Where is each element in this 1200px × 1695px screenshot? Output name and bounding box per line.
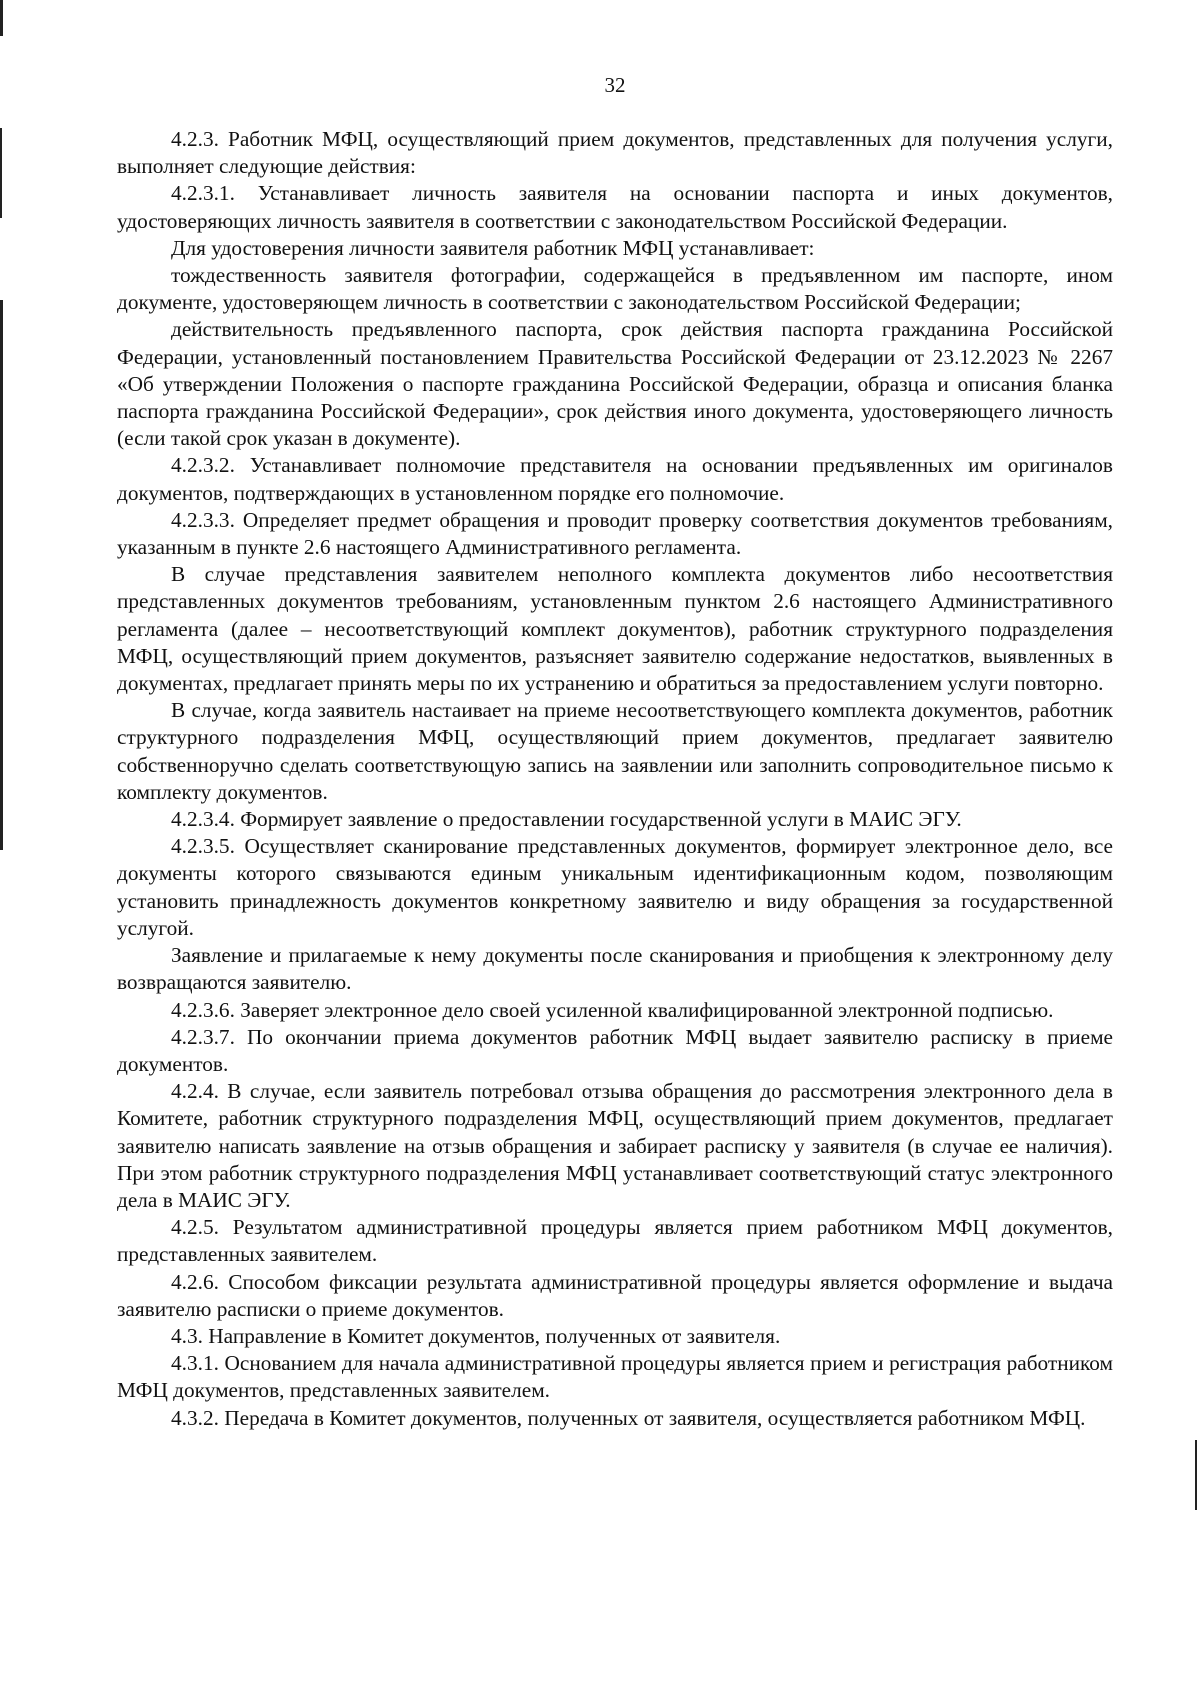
paragraph-4-2-3-6: 4.2.3.6. Заверяет электронное дело своей усиленной квалифицированной электронной подписью.: [171, 997, 1054, 1022]
paragraph-4-3-2: 4.3.2. Передача в Комитет документов, полученных от заявителя, осуществляется работником МФЦ.: [171, 1405, 1086, 1430]
paragraph-4-2-3: 4.2.3. Работник МФЦ, осуществляющий прием документов, представленных для получения услуги, выполняет следующие действия:: [117, 127, 1113, 179]
paragraph-4-2-3-5: 4.2.3.5. Осуществляет сканирование представленных документов, формирует электронное дело, все документы которого связываются единым уникальным идентификационным кодом, позволяющим установить принадлежность документов конкретному заявителю и виду обращения за государственной услугой.: [117, 834, 1113, 940]
paragraph-4-2-3-4: 4.2.3.4. Формирует заявление о предоставлении государственной услуги в МАИС ЭГУ.: [171, 807, 962, 832]
paragraph-incomplete-set: В случае представления заявителем неполного комплекта документов либо несоответствия представленных документов требованиям, установленным пунктом 2.6 настоящего Административного регламента (далее – несоответствующий комплект документов), работник структурного подразделения МФЦ, осуществляющий прием документов, разъясняет заявителю содержание недостатков, выявленных в документах, предлагает принять меры по их устранению и обратиться за предоставлением услуги повторно.: [117, 562, 1113, 696]
paragraph-4-2-5: 4.2.5. Результатом административной процедуры является прием работником МФЦ документов, представленных заявителем.: [117, 1215, 1113, 1267]
paragraph-documents-returned: Заявление и прилагаемые к нему документы после сканирования и приобщения к электронному делу возвращаются заявителю.: [117, 943, 1113, 995]
paragraph-4-3: 4.3. Направление в Комитет документов, полученных от заявителя.: [171, 1323, 781, 1348]
paragraph-photo-identity: тождественность заявителя фотографии, содержащейся в предъявленном им паспорте, ином документе, удостоверяющем личность в соответствии с законодательством Российской Федерации;: [117, 263, 1113, 315]
scan-edge-mark-right: [1195, 1440, 1197, 1510]
paragraph-passport-validity: действительность предъявленного паспорта, срок действия паспорта гражданина Российской Федерации, установленный постановлением Правительства Российской Федерации от 23.12.2023 № 2267 «Об утверждении Положения о паспорте гражданина Российской Федерации, образца и описания бланка паспорта гражданина Российской Федерации», срок действия иного документа, удостоверяющего личность (если такой срок указан в документе).: [117, 317, 1113, 451]
scan-edge-mark-middle: [0, 128, 2, 218]
scan-edge-mark-lower: [0, 300, 3, 850]
paragraph-4-2-4: 4.2.4. В случае, если заявитель потребовал отзыва обращения до рассмотрения электронного дела в Комитете, работник структурного подразделения МФЦ, осуществляющий прием документов, предлагает заявителю написать заявление на отзыв обращения и забирает расписку у заявителя (в случае ее наличия). При этом работник структурного подразделения МФЦ устанавливает соответствующий статус электронного дела в МАИС ЭГУ.: [117, 1079, 1113, 1212]
paragraph-4-2-3-1: 4.2.3.1. Устанавливает личность заявителя на основании паспорта и иных документов, удостоверяющих личность заявителя в соответствии с законодательством Российской Федерации.: [117, 181, 1113, 233]
page-number: 32: [604, 73, 626, 97]
paragraph-identity-intro: Для удостоверения личности заявителя работник МФЦ устанавливает:: [171, 235, 815, 260]
paragraph-4-2-3-3: 4.2.3.3. Определяет предмет обращения и проводит проверку соответствия документов требованиям, указанным в пункте 2.6 настоящего Административного регламента.: [117, 507, 1113, 560]
paragraph-4-2-3-2: 4.2.3.2. Устанавливает полномочие представителя на основании предъявленных им оригиналов документов, подтверждающих в установленном порядке его полномочие.: [117, 453, 1113, 505]
paragraph-4-2-3-7: 4.2.3.7. По окончании приема документов работник МФЦ выдает заявителю расписку в приеме документов.: [117, 1024, 1113, 1076]
document-body: [117, 126, 1113, 1432]
paragraph-4-3-1: 4.3.1. Основанием для начала административной процедуры является прием и регистрация работником МФЦ документов, представленных заявителем.: [117, 1351, 1113, 1403]
paragraph-applicant-insists: В случае, когда заявитель настаивает на приеме несоответствующего комплекта документов, работник структурного подразделения МФЦ, осуществляющий прием документов, предлагает заявителю собственноручно сделать соответствующую запись на заявлении или заполнить сопроводительное письмо к комплекту документов.: [117, 698, 1113, 804]
scan-edge-mark-top: [0, 0, 3, 36]
paragraph-4-2-6: 4.2.6. Способом фиксации результата административной процедуры является оформление и выдача заявителю расписки о приеме документов.: [117, 1269, 1113, 1321]
